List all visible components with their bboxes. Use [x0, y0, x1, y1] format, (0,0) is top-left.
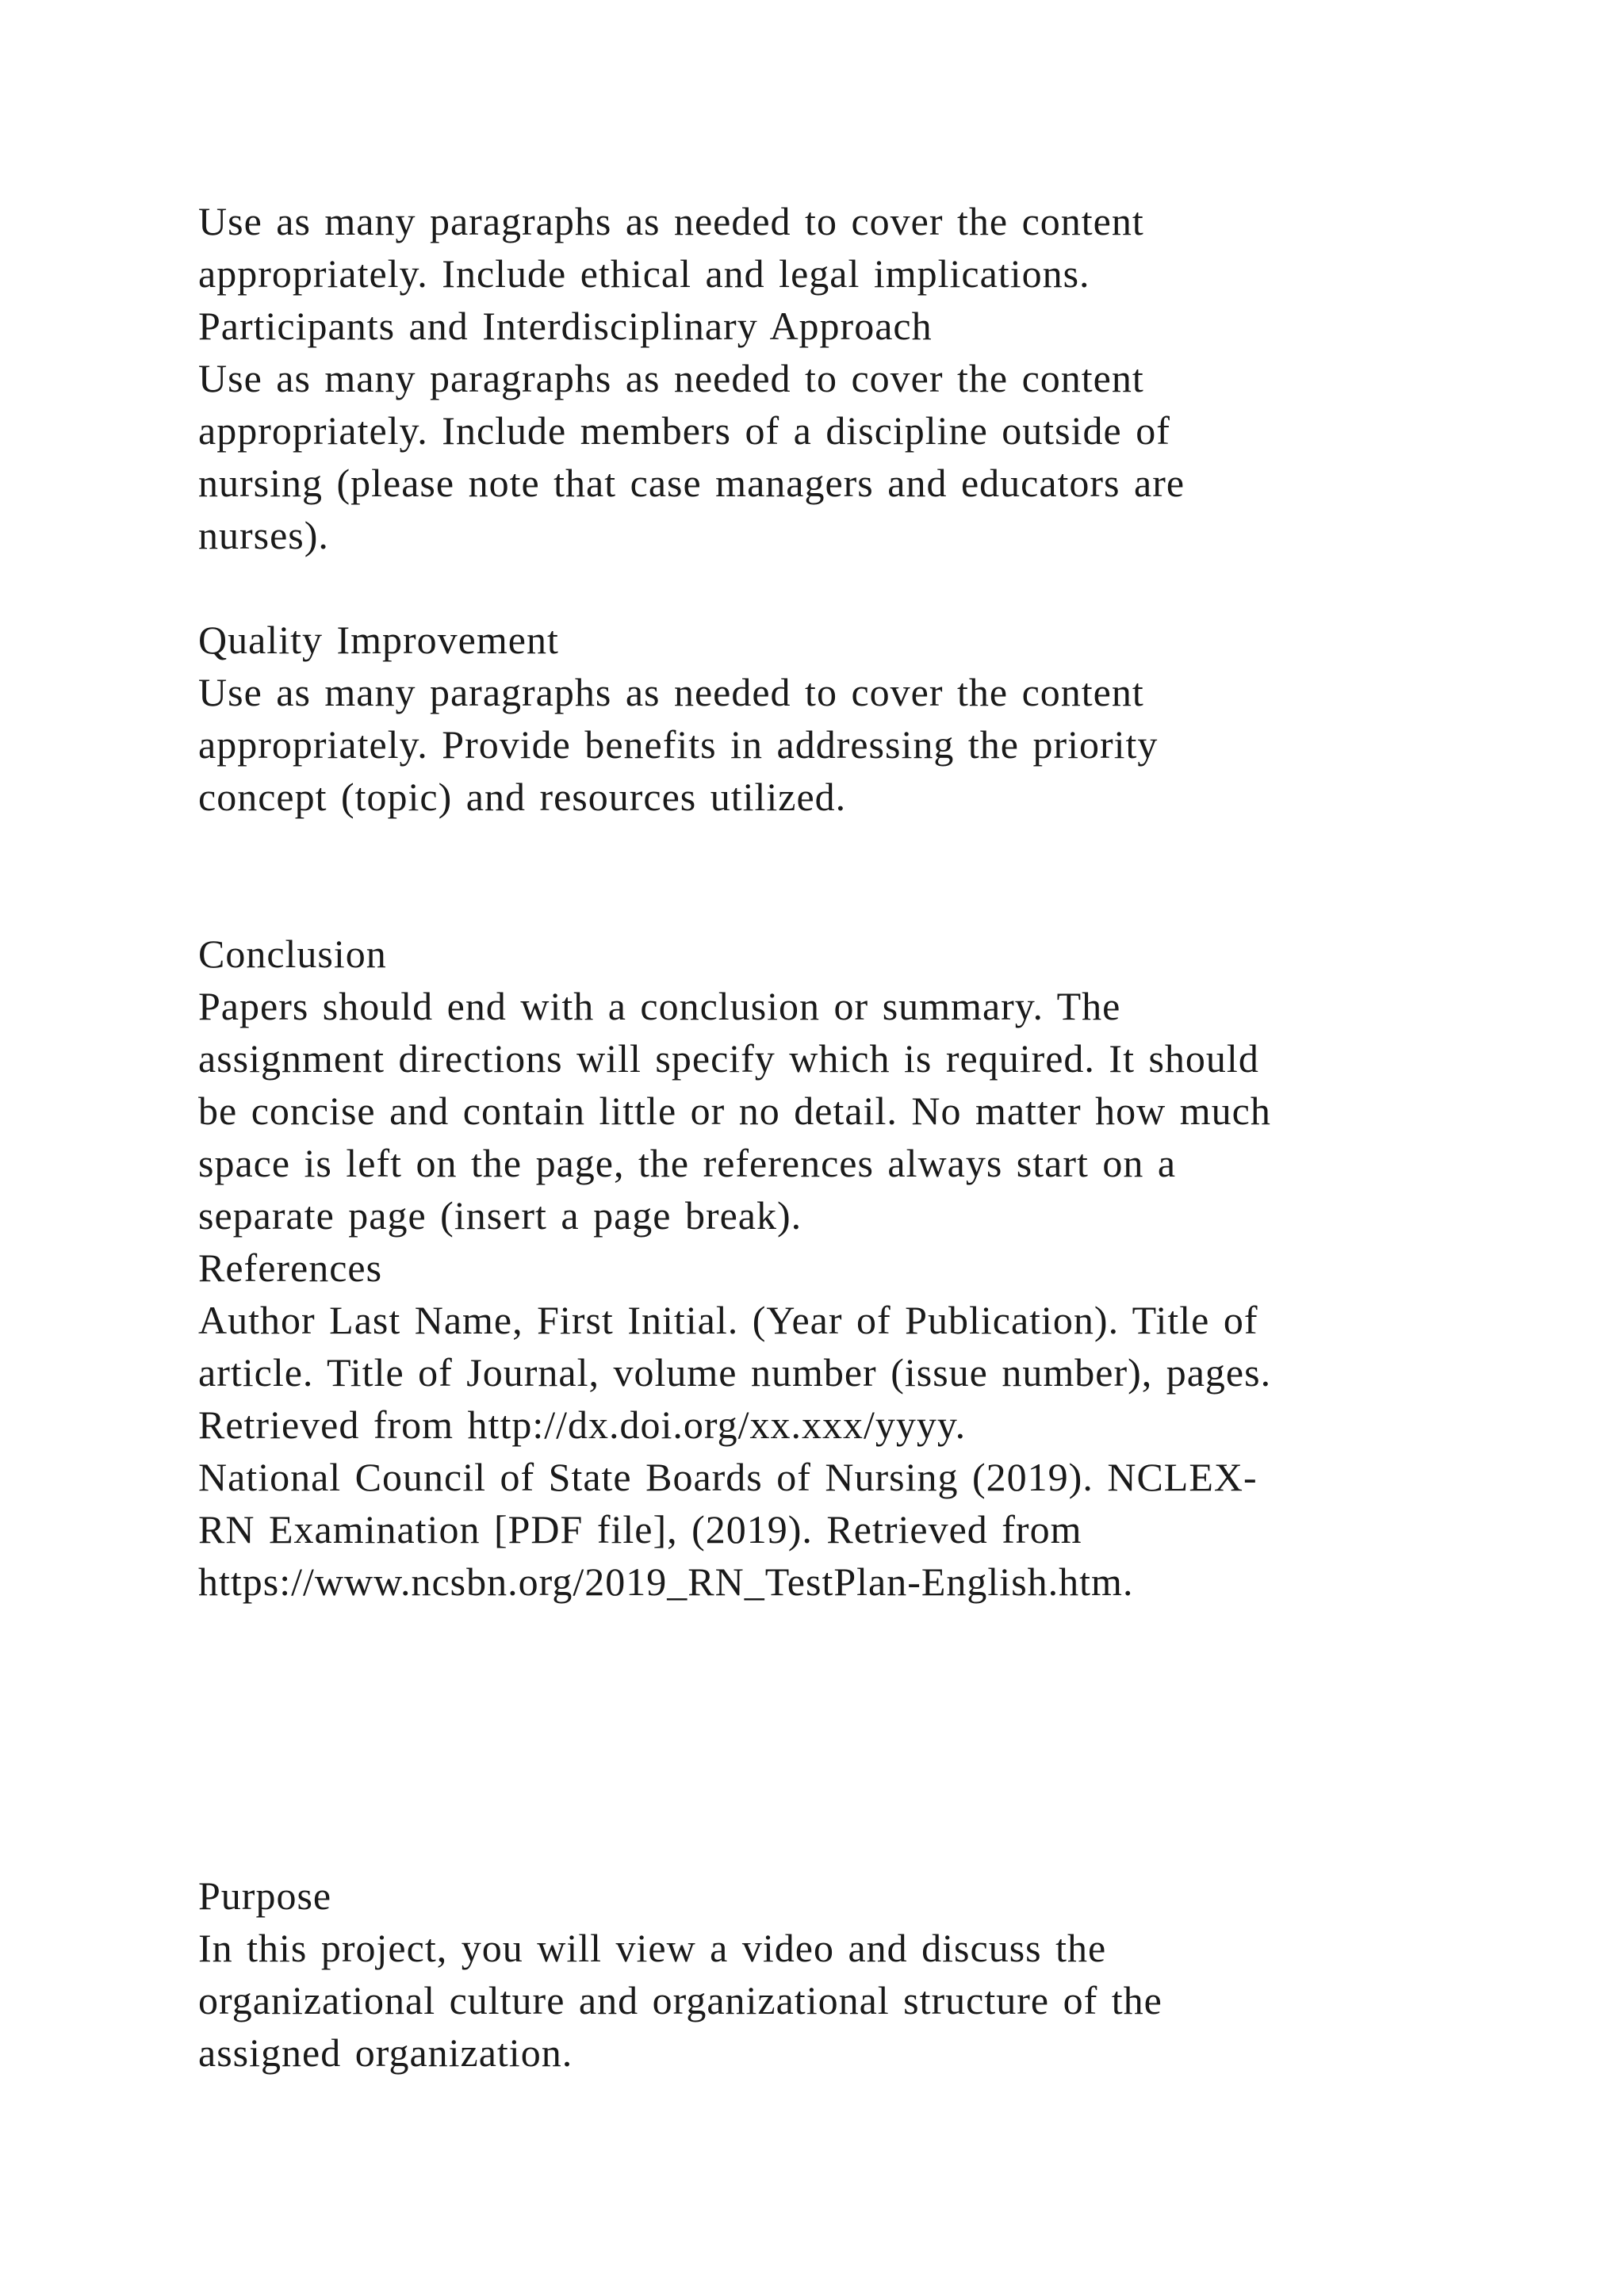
paragraph-line: Papers should end with a conclusion or summary. The — [198, 984, 1121, 1028]
quality-section — [198, 614, 1435, 823]
section-heading: Quality Improvement — [198, 618, 559, 662]
section-heading: Conclusion — [198, 932, 387, 976]
reference-line: RN Examination [PDF file], (2019). Retrieved from — [198, 1507, 1082, 1552]
paragraph-line: In this project, you will view a video and discuss the — [198, 1926, 1107, 1970]
paragraph-line: nursing (please note that case managers and educators are — [198, 461, 1185, 505]
paragraph-line: be concise and contain little or no detail. No matter how much — [198, 1089, 1271, 1133]
paragraph-line: Use as many paragraphs as needed to cover the content — [198, 356, 1144, 400]
references-section — [198, 1242, 1435, 1608]
section-heading: Purpose — [198, 1873, 332, 1918]
reference-line: article. Title of Journal, volume number (issue number), pages. — [198, 1350, 1272, 1395]
paragraph-line: appropriately. Include ethical and legal implications. — [198, 251, 1090, 296]
conclusion-section — [198, 928, 1435, 1242]
section-heading: References — [198, 1246, 383, 1290]
paragraph-line: concept (topic) and resources utilized. — [198, 775, 847, 819]
paragraph-line: Use as many paragraphs as needed to cover the content — [198, 199, 1144, 243]
participants-section — [198, 300, 1435, 561]
reference-line: Retrieved from http://dx.doi.org/xx.xxx/yyyy. — [198, 1402, 967, 1447]
paragraph-line: assignment directions will specify which is required. It should — [198, 1036, 1259, 1081]
paragraph-line: appropriately. Include members of a discipline outside of — [198, 408, 1170, 453]
paragraph-line: space is left on the page, the references always start on a — [198, 1141, 1177, 1185]
reference-line: Author Last Name, First Initial. (Year of Publication). Title of — [198, 1298, 1258, 1342]
reference-line: National Council of State Boards of Nursing (2019). NCLEX- — [198, 1455, 1258, 1499]
paragraph-line: organizational culture and organizational structure of the — [198, 1978, 1162, 2022]
paragraph-line: separate page (insert a page break). — [198, 1193, 802, 1238]
paragraph-line: appropriately. Provide benefits in addressing the priority — [198, 722, 1159, 767]
paragraph-line: assigned organization. — [198, 2030, 573, 2075]
paragraph-line: Use as many paragraphs as needed to cover the content — [198, 670, 1144, 714]
section-heading: Participants and Interdisciplinary Approach — [198, 304, 933, 348]
purpose-section — [198, 1869, 1435, 2079]
ethics-paragraph — [198, 195, 1435, 300]
reference-line: https://www.ncsbn.org/2019_RN_TestPlan-English.htm. — [198, 1559, 1134, 1604]
paragraph-line: nurses). — [198, 513, 329, 557]
